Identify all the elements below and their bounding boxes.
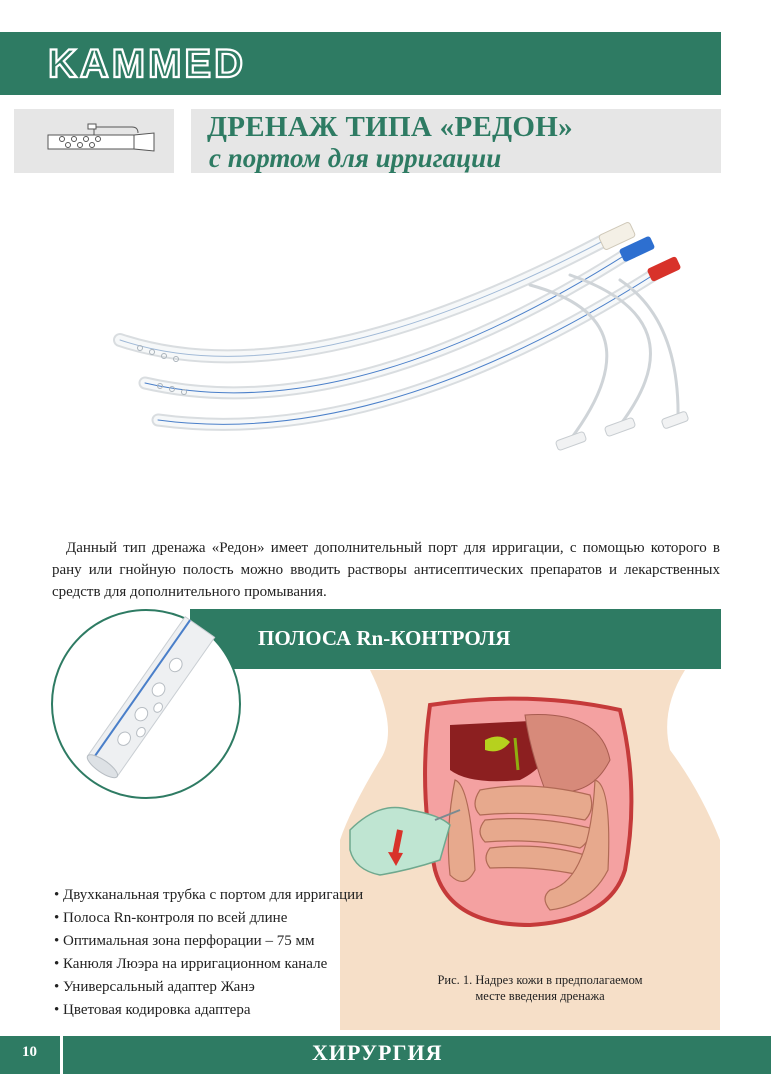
page-number: 10: [22, 1044, 37, 1060]
page-subtitle: с портом для ирригации: [209, 143, 502, 173]
figure-caption: [420, 972, 660, 1004]
footer-divider: [60, 1036, 63, 1074]
list-item: • Полоса Rn-контроля по всей длине: [54, 910, 288, 926]
list-item: • Двухканальная трубка с портом для ирригации: [54, 887, 364, 903]
product-thumbnail-panel: [14, 109, 174, 173]
list-item: • Цветовая кодировка адаптера: [54, 1002, 251, 1018]
tube-closeup-image: [50, 608, 242, 800]
feature-list: [54, 884, 363, 1022]
page-title: ДРЕНАЖ ТИПА «РЕДОН»: [207, 111, 573, 143]
caption-line: Рис. 1. Надрез кожи в предполагаемом: [437, 973, 643, 987]
brand-logo: [48, 42, 320, 84]
intro-paragraph: Данный тип дренажа «Редон» имеет дополнительный порт для ирригации, с помощью которого в рану или гнойную полость можно вводить растворы антисептических препаратов и лекарственных средств для дополнительного промывания.: [52, 540, 720, 600]
caption-line: месте введения дренажа: [475, 989, 605, 1003]
svg-text:KAMMED: KAMMED: [48, 42, 246, 84]
list-item: • Универсальный адаптер Жанэ: [54, 979, 255, 995]
drain-schematic-icon: [14, 109, 174, 173]
list-item: • Оптимальная зона перфорации – 75 мм: [54, 933, 315, 949]
list-item: • Канюля Люэра на ирригационном канале: [54, 956, 328, 972]
rn-control-title: ПОЛОСА Rn-КОНТРОЛЯ: [258, 626, 511, 650]
section-name: ХИРУРГИЯ: [312, 1040, 443, 1065]
drain-product-photo: [100, 200, 700, 500]
